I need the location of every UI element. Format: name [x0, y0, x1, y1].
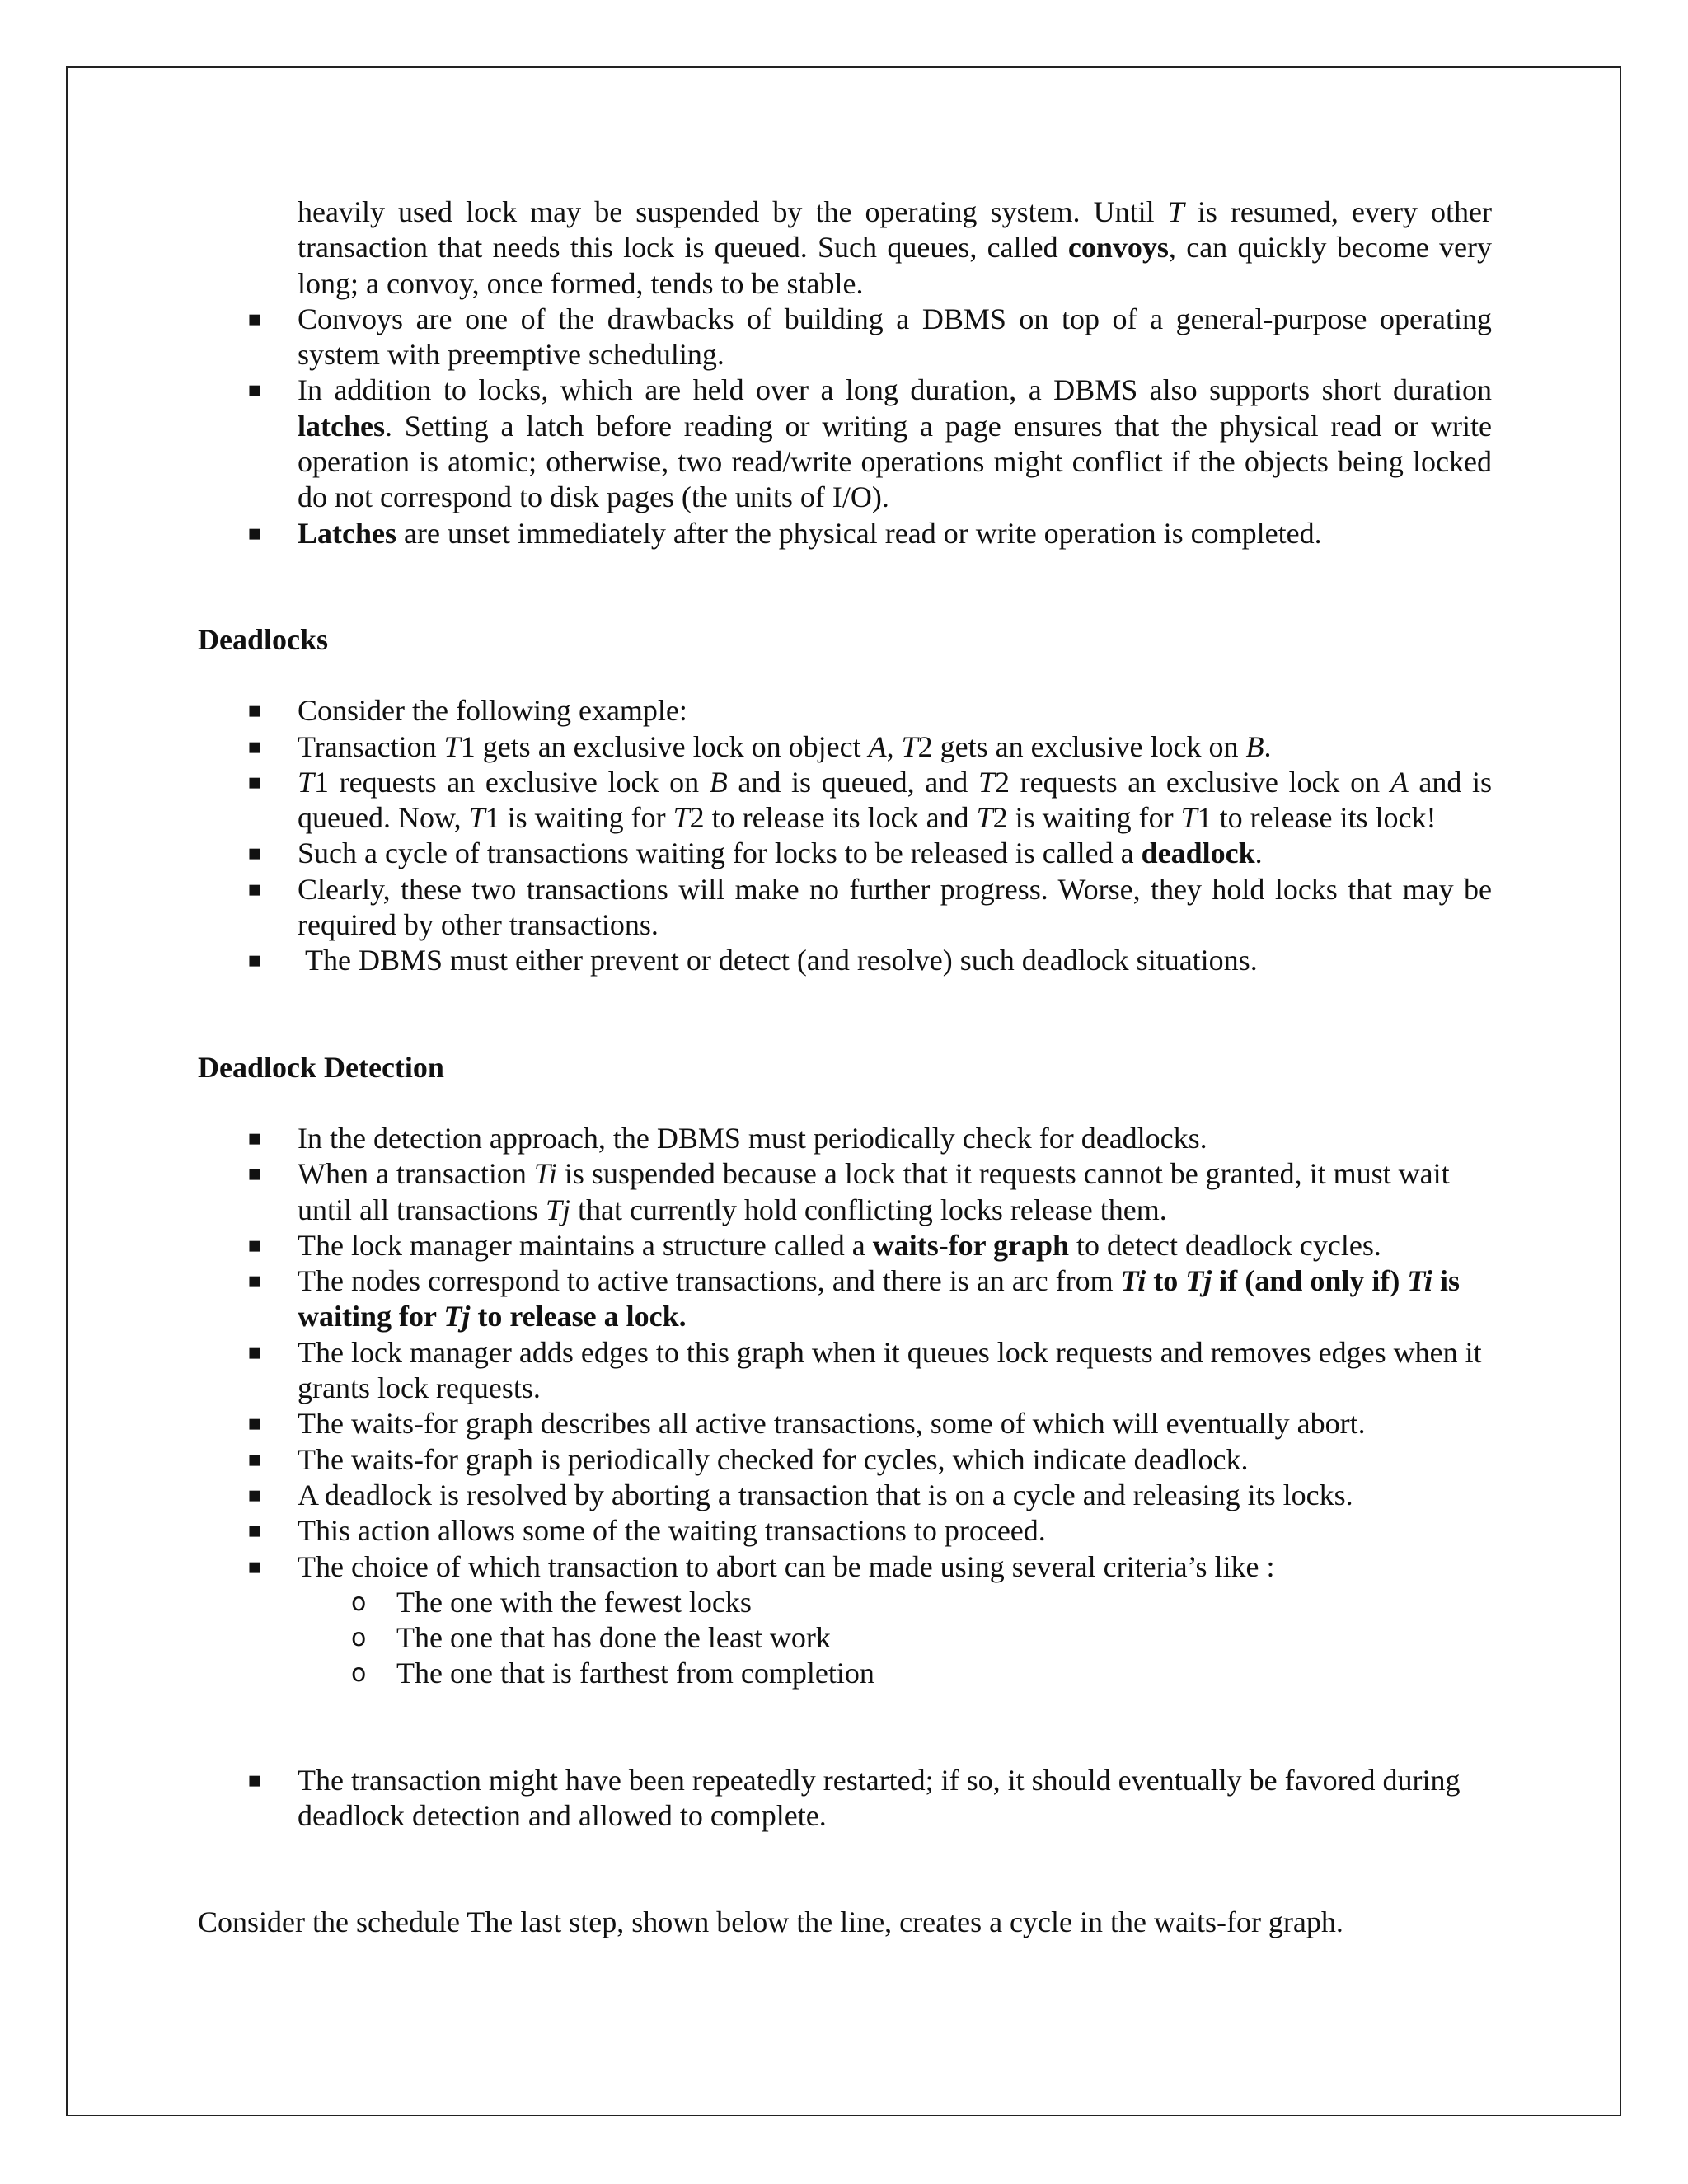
list-item: o The one that has done the least work — [198, 1620, 1492, 1656]
list-item: ▪ This action allows some of the waiting transactions to proceed. — [198, 1513, 1492, 1549]
bullet-square-icon: ▪ — [247, 1554, 262, 1579]
list-item: ▪ In addition to locks, which are held over a long duration, a DBMS also supports short duration latches. Setting a latch before reading or writing a page ensures that the physical read or write operation is atomic; otherwise, two read/write operations might conflict if the objects being locked do not correspond to disk pages (the units of I/O). — [247, 373, 1492, 514]
list-item: ▪ Convoys are one of the drawbacks of building a DBMS on top of a general-purpose operating system with preemptive scheduling. — [247, 302, 1492, 372]
bullet-square-icon: ▪ — [247, 841, 262, 866]
list-item: o The one that is farthest from completion — [198, 1656, 1492, 1691]
list-item: ▪ Such a cycle of transactions waiting for locks to be released is called a deadlock. — [198, 836, 1492, 871]
list-item: ▪ Clearly, these two transactions will make no further progress. Worse, they hold locks that may be required by other transactions. — [247, 872, 1492, 942]
document-body — [198, 194, 1492, 1941]
list-item: ▪ Transaction T1 gets an exclusive lock on object A, T2 gets an exclusive lock on B. — [198, 729, 1492, 765]
deadlocks-list — [198, 693, 1492, 978]
list-item: ▪ A deadlock is resolved by aborting a transaction that is on a cycle and releasing its locks. — [198, 1478, 1492, 1513]
intro-paragraph: heavily used lock may be suspended by the operating system. Until T is resumed, every other transaction that needs this lock is queued. Such queues, called convoys, can quickly become very long; a convoy, once formed, tends to be stable. — [298, 195, 1492, 300]
detection-list — [198, 1121, 1492, 1585]
bullet-square-icon: ▪ — [247, 1161, 262, 1187]
list-item: ▪ The lock manager adds edges to this graph when it queues lock requests and removes edges when it grants lock requests. — [247, 1335, 1482, 1405]
bullet-square-icon: ▪ — [247, 1125, 262, 1151]
bullet-circle-icon: o — [351, 1587, 367, 1617]
list-item: ▪ Consider the following example: — [198, 693, 1492, 729]
bullet-square-icon: ▪ — [247, 1339, 262, 1365]
bullet-square-icon: ▪ — [247, 1411, 262, 1436]
list-item: ▪ The transaction might have been repeatedly restarted; if so, it should eventually be favored during deadlock detection and allowed to complete. — [247, 1763, 1461, 1832]
list-item: ▪ The waits-for graph describes all active transactions, some of which will eventually abort. — [198, 1406, 1492, 1441]
list-item: ▪ The DBMS must either prevent or detect (and resolve) such deadlock situations. — [198, 943, 1492, 978]
section-heading-deadlocks: Deadlocks — [198, 622, 329, 656]
locks-list — [198, 302, 1492, 551]
bullet-circle-icon: o — [351, 1659, 367, 1689]
bullet-square-icon: ▪ — [247, 306, 262, 331]
bullet-square-icon: ▪ — [247, 733, 262, 759]
bullet-square-icon: ▪ — [247, 948, 262, 973]
bullet-square-icon: ▪ — [247, 1767, 262, 1793]
section-heading-deadlock-detection: Deadlock Detection — [198, 1050, 444, 1084]
criteria-list — [198, 1585, 1492, 1692]
bullet-square-icon: ▪ — [247, 769, 262, 794]
bullet-square-icon: ▪ — [247, 698, 262, 724]
list-item: ▪ When a transaction Ti is suspended because a lock that it requests cannot be granted, it must wait until all transactions Tj that currently hold conflicting locks release them. — [247, 1157, 1450, 1226]
list-item: ▪ Latches are unset immediately after the physical read or write operation is completed. — [198, 516, 1492, 551]
list-item: ▪ In the detection approach, the DBMS must periodically check for deadlocks. — [198, 1121, 1492, 1156]
restart-list — [198, 1763, 1492, 1835]
list-item: o The one with the fewest locks — [198, 1585, 1492, 1620]
list-item: ▪ The waits-for graph is periodically checked for cycles, which indicate deadlock. — [198, 1442, 1492, 1478]
bullet-square-icon: ▪ — [247, 876, 262, 902]
list-item: ▪ The nodes correspond to active transactions, and there is an arc from Ti to Tj if (and only if) Ti is waiting for Tj to release a lock. — [247, 1264, 1460, 1333]
list-item: ▪ T1 requests an exclusive lock on B and is queued, and T2 requests an exclusive lock on A and is queued. Now, T1 is waiting for T2 to release its lock and T2 is waiting for T1 to release its lock! — [247, 765, 1492, 835]
bullet-square-icon: ▪ — [247, 1446, 262, 1472]
bullet-square-icon: ▪ — [247, 1482, 262, 1507]
bullet-square-icon: ▪ — [247, 1268, 262, 1294]
list-item: ▪ The choice of which transaction to abort can be made using several criteria’s like : — [198, 1549, 1492, 1585]
bullet-square-icon: ▪ — [247, 520, 262, 546]
closing-paragraph: Consider the schedule The last step, shown below the line, creates a cycle in the waits-for graph. — [198, 1905, 1343, 1939]
bullet-square-icon: ▪ — [247, 1518, 262, 1544]
bullet-square-icon: ▪ — [247, 1232, 262, 1258]
list-item: ▪ The lock manager maintains a structure called a waits-for graph to detect deadlock cycles. — [198, 1228, 1492, 1263]
bullet-square-icon: ▪ — [247, 377, 262, 403]
bullet-circle-icon: o — [351, 1624, 367, 1653]
